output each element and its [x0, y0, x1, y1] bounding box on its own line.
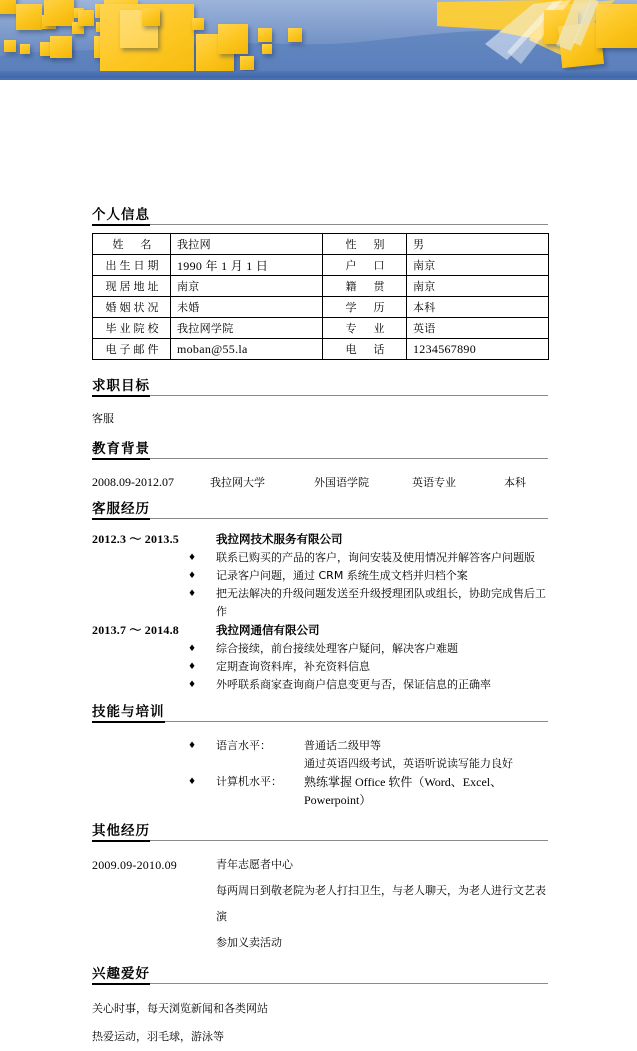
list-item: [188, 737, 548, 773]
list-item: [188, 773, 548, 809]
section-title: 兴趣爱好: [92, 966, 150, 985]
field-value-phone: 1234567890: [407, 339, 549, 360]
banner-square: [240, 56, 254, 70]
field-value-address: 南京: [171, 276, 323, 297]
job-duty-list: [92, 640, 548, 694]
list-item: ♦ 综合接续，前台接续处理客户疑问，解决客户难题: [188, 640, 548, 658]
field-value-gender: 男: [407, 234, 549, 255]
field-label-name: 姓 名: [93, 234, 171, 255]
field-label-school: 毕业院校: [93, 318, 171, 339]
section-title: 其他经历: [92, 823, 150, 842]
list-item: ♦ 定期查询资料库，补充资料信息: [188, 658, 548, 676]
section-rule: [92, 224, 548, 225]
section-heading-education: [92, 440, 548, 461]
job-company: 我拉网通信有限公司: [216, 623, 320, 637]
job-period: 2012.3 ～ 2013.5: [92, 532, 180, 546]
list-item: ♦ 联系已购买的产品的客户，询问安装及使用情况并解答客户问题版: [188, 549, 548, 567]
section-other-experience: [92, 822, 548, 956]
field-label-address: 现居地址: [93, 276, 171, 297]
field-value-school: 我拉网学院: [171, 318, 323, 339]
field-label-email: 电子邮件: [93, 339, 171, 360]
banner-square: [16, 4, 42, 30]
other-experience-date: 2009.09-2010.09: [92, 858, 177, 872]
section-rule: [92, 518, 548, 519]
banner-square: [20, 44, 30, 54]
banner-square: [218, 24, 248, 54]
section-title: 客服经历: [92, 501, 150, 520]
interest-line: 热爱运动，羽毛球，游泳等: [92, 1030, 224, 1043]
education-major: 英语专业: [412, 476, 456, 489]
field-value-major: 英语: [407, 318, 549, 339]
education-college: 外国语学院: [314, 476, 369, 489]
section-heading-interests: [92, 965, 548, 986]
skill-label: ♦ 计算机水平：: [216, 775, 282, 788]
banner-square: [192, 18, 204, 30]
section-heading-job-objective: [92, 377, 548, 398]
section-education: [92, 440, 548, 491]
banner-square: [258, 28, 272, 42]
skills-list: [92, 737, 548, 809]
education-row: [92, 474, 548, 491]
table-row: [93, 255, 549, 276]
skill-language: [216, 737, 548, 755]
banner-square: [4, 40, 16, 52]
field-value-email: moban@55.la: [171, 339, 323, 360]
section-title: 求职目标: [92, 378, 150, 397]
job-objective-text: 客服: [92, 412, 114, 425]
field-value-name: 我拉网: [171, 234, 323, 255]
section-interests: [92, 965, 548, 1051]
skill-value: 熟练掌握 Office 软件（Word、Excel、Powerpoint）: [304, 775, 503, 807]
field-value-birthdate: 1990 年 1 月 1 日: [171, 255, 323, 276]
banner-square: [50, 36, 72, 58]
field-value-hometown: 南京: [407, 276, 549, 297]
list-item: ♦ 记录客户问题，通过 CRM 系统生成文档并归档个案: [188, 567, 548, 585]
list-item: ♦ 把无法解决的升级问题发送至升级授理团队或组长，协助完成售后工作: [188, 585, 548, 621]
field-label-birthdate: 出生日期: [93, 255, 171, 276]
skill-value: 普通话二级甲等: [304, 739, 381, 752]
banner-square: [78, 10, 94, 26]
field-label-gender: 性 别: [323, 234, 407, 255]
field-label-residence: 户 口: [323, 255, 407, 276]
section-rule: [92, 840, 548, 841]
job-entry: [92, 621, 548, 694]
education-school: 我拉网大学: [210, 476, 265, 489]
field-label-marital: 婚姻状况: [93, 297, 171, 318]
banner-square: [288, 28, 302, 42]
section-work-experience: [92, 500, 548, 694]
education-date: 2008.09-2012.07: [92, 475, 174, 489]
section-rule: [92, 395, 548, 396]
education-degree: 本科: [504, 476, 526, 489]
field-label-degree: 学 历: [323, 297, 407, 318]
section-rule: [92, 983, 548, 984]
decorative-header-banner: [0, 0, 637, 78]
table-row: [93, 318, 549, 339]
banner-square: [44, 0, 74, 26]
table-row: [93, 297, 549, 318]
other-experience-row: [92, 930, 548, 956]
section-rule: [92, 458, 548, 459]
section-title: 教育背景: [92, 441, 150, 460]
section-skills: [92, 703, 548, 809]
section-heading-other-experience: [92, 822, 548, 843]
list-item: ♦ 外呼联系商家查询商户信息变更与否，保证信息的正确率: [188, 676, 548, 694]
section-job-objective: [92, 377, 548, 427]
other-experience-detail: 每两周日到敬老院为老人打扫卫生，与老人聊天，为老人进行文艺表演: [216, 884, 546, 923]
other-experience-spacer: [92, 930, 216, 956]
field-label-phone: 电 话: [323, 339, 407, 360]
other-experience-row: [92, 852, 548, 878]
banner-square: [596, 4, 637, 48]
job-header: [92, 530, 548, 549]
field-value-marital: 未婚: [171, 297, 323, 318]
skill-value-secondary: 通过英语四级考试，英语听说读写能力良好: [304, 757, 513, 770]
section-heading-skills: [92, 703, 548, 724]
table-row: [93, 276, 549, 297]
other-experience-spacer: [92, 878, 216, 930]
personal-info-table: [92, 233, 549, 360]
job-period: 2013.7 ～ 2014.8: [92, 623, 180, 637]
table-row: [93, 339, 549, 360]
skill-computer: [216, 773, 548, 809]
other-experience-row: [92, 878, 548, 930]
job-duty-list: [92, 549, 548, 621]
other-experience-org: 青年志愿者中心: [216, 858, 293, 871]
section-heading-work-experience: [92, 500, 548, 521]
table-row: [93, 234, 549, 255]
field-label-major: 专 业: [323, 318, 407, 339]
resume-content: [92, 78, 548, 1051]
section-title: 个人信息: [92, 207, 150, 226]
field-value-degree: 本科: [407, 297, 549, 318]
interest-line: 关心时事，每天浏览新闻和各类网站: [92, 1002, 268, 1015]
job-company: 我拉网技术服务有限公司: [216, 532, 343, 546]
banner-square: [142, 8, 160, 26]
field-label-hometown: 籍 贯: [323, 276, 407, 297]
section-heading-personal-info: [92, 206, 548, 227]
banner-bottom-strip: [0, 71, 637, 78]
job-header: [92, 621, 548, 640]
banner-square: [262, 44, 272, 54]
section-title: 技能与培训: [92, 704, 165, 723]
job-entry: [92, 530, 548, 621]
skill-label: ♦ 语言水平：: [216, 739, 271, 752]
other-experience-detail: 参加义卖活动: [216, 936, 282, 949]
section-personal-info: [92, 206, 548, 360]
field-value-residence: 南京: [407, 255, 549, 276]
banner-square: [0, 0, 16, 14]
